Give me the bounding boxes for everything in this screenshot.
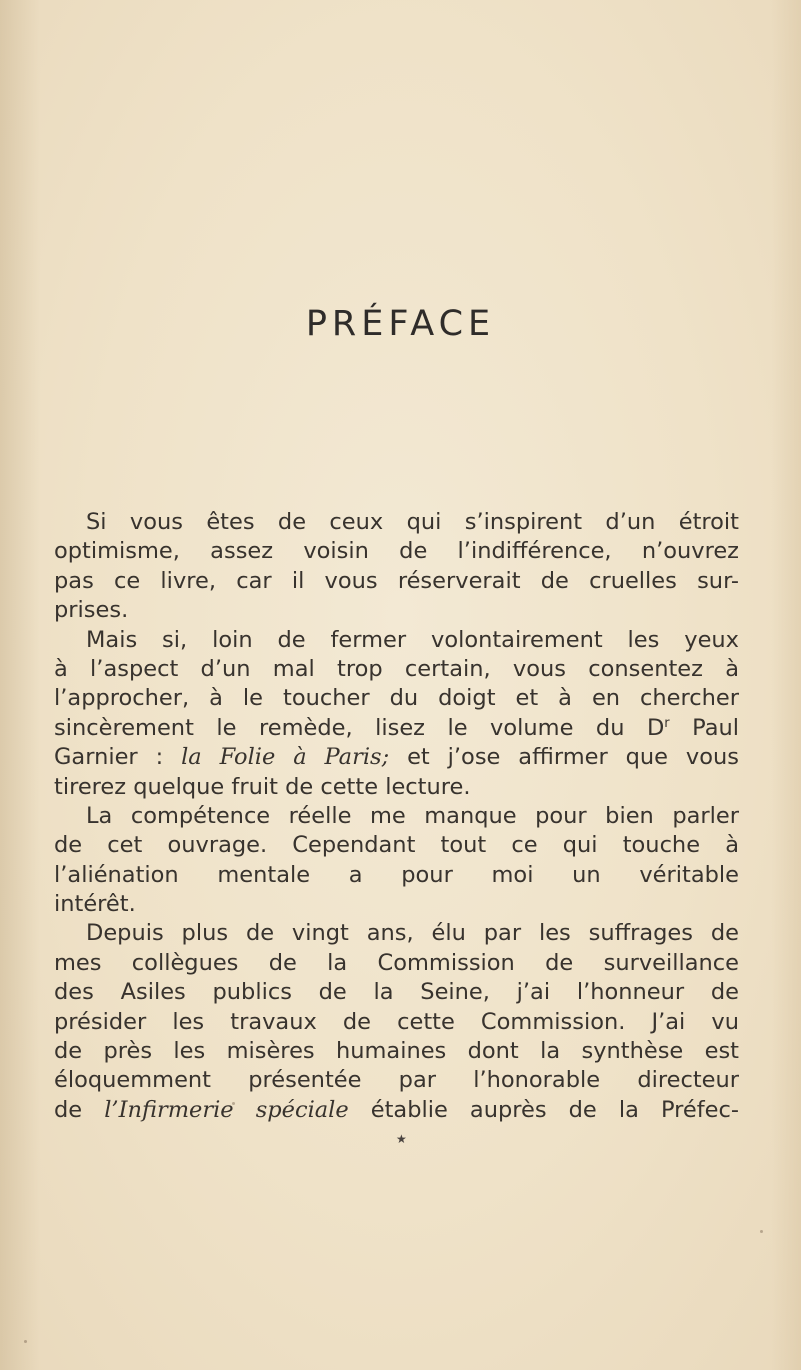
paper-speck xyxy=(760,1230,763,1233)
text-line: de cet ouvrage. Cependant tout ce qui touche à xyxy=(54,832,739,859)
text-line: l’approcher, à le toucher du doigt et à en chercher xyxy=(54,685,739,712)
text-line: Si vous êtes de ceux qui s’inspirent d’un étroit xyxy=(86,509,739,535)
text-line: tirerez quelque fruit de cette lecture. xyxy=(54,773,471,800)
text-line: l’aliénation mentale a pour moi un véritable xyxy=(54,861,739,888)
text-segment: de xyxy=(54,1096,105,1123)
text-line: pas ce livre, car il vous réserverait de cruelles sur- xyxy=(54,567,739,594)
text-segment: établie auprès de la Préfec- xyxy=(370,1096,739,1123)
book-title-italic: la Folie à Paris; xyxy=(181,744,390,771)
text-line: Depuis plus de vingt ans, élu par les suffrages de xyxy=(86,920,739,947)
page-edge-shadow-left xyxy=(0,0,40,1370)
preface-body xyxy=(54,508,739,1125)
text-line: mes collègues de la Commission de surveillance xyxy=(54,949,739,976)
page-title: PRÉFACE xyxy=(305,304,496,344)
text-line: des Asiles publics de la Seine, j’ai l’honneur de xyxy=(54,979,739,1006)
text-segment: Paul xyxy=(669,714,739,741)
paper-speck xyxy=(232,1102,235,1105)
text-line-with-superscript xyxy=(54,714,739,743)
text-line: Mais si, loin de fermer volontairement les yeux xyxy=(86,626,739,653)
text-line: optimisme, assez voisin de l’indifférence, n’ouvrez xyxy=(54,538,739,565)
text-segment: et j’ose affirmer que vous xyxy=(389,744,739,771)
text-line-with-book-title xyxy=(54,743,739,772)
text-line: éloquemment présentée par l’honorable directeur xyxy=(54,1067,739,1094)
text-segment: Garnier : xyxy=(54,744,182,771)
signature-star-mark: ★ xyxy=(396,1132,407,1146)
text-line: intérêt. xyxy=(54,891,136,918)
institution-name-italic: Infirmerie spéciale xyxy=(118,1096,349,1123)
page-edge-shadow-right xyxy=(771,0,801,1370)
doctor-abbreviation-superscript: r xyxy=(664,715,670,731)
text-line-with-institution xyxy=(54,1096,739,1125)
paper-speck xyxy=(24,1340,27,1343)
text-segment xyxy=(349,1097,371,1123)
text-line: La compétence réelle me manque pour bien parler xyxy=(86,802,739,829)
institution-article-italic: l’ xyxy=(104,1096,119,1123)
text-line: présider les travaux de cette Commission. J’ai vu xyxy=(54,1008,739,1035)
text-line: à l’aspect d’un mal trop certain, vous consentez à xyxy=(54,655,739,682)
text-line: de près les misères humaines dont la synthèse est xyxy=(54,1038,739,1065)
text-line: prises. xyxy=(54,597,129,624)
text-segment: sincèrement le remède, lisez le volume du D xyxy=(54,714,665,741)
